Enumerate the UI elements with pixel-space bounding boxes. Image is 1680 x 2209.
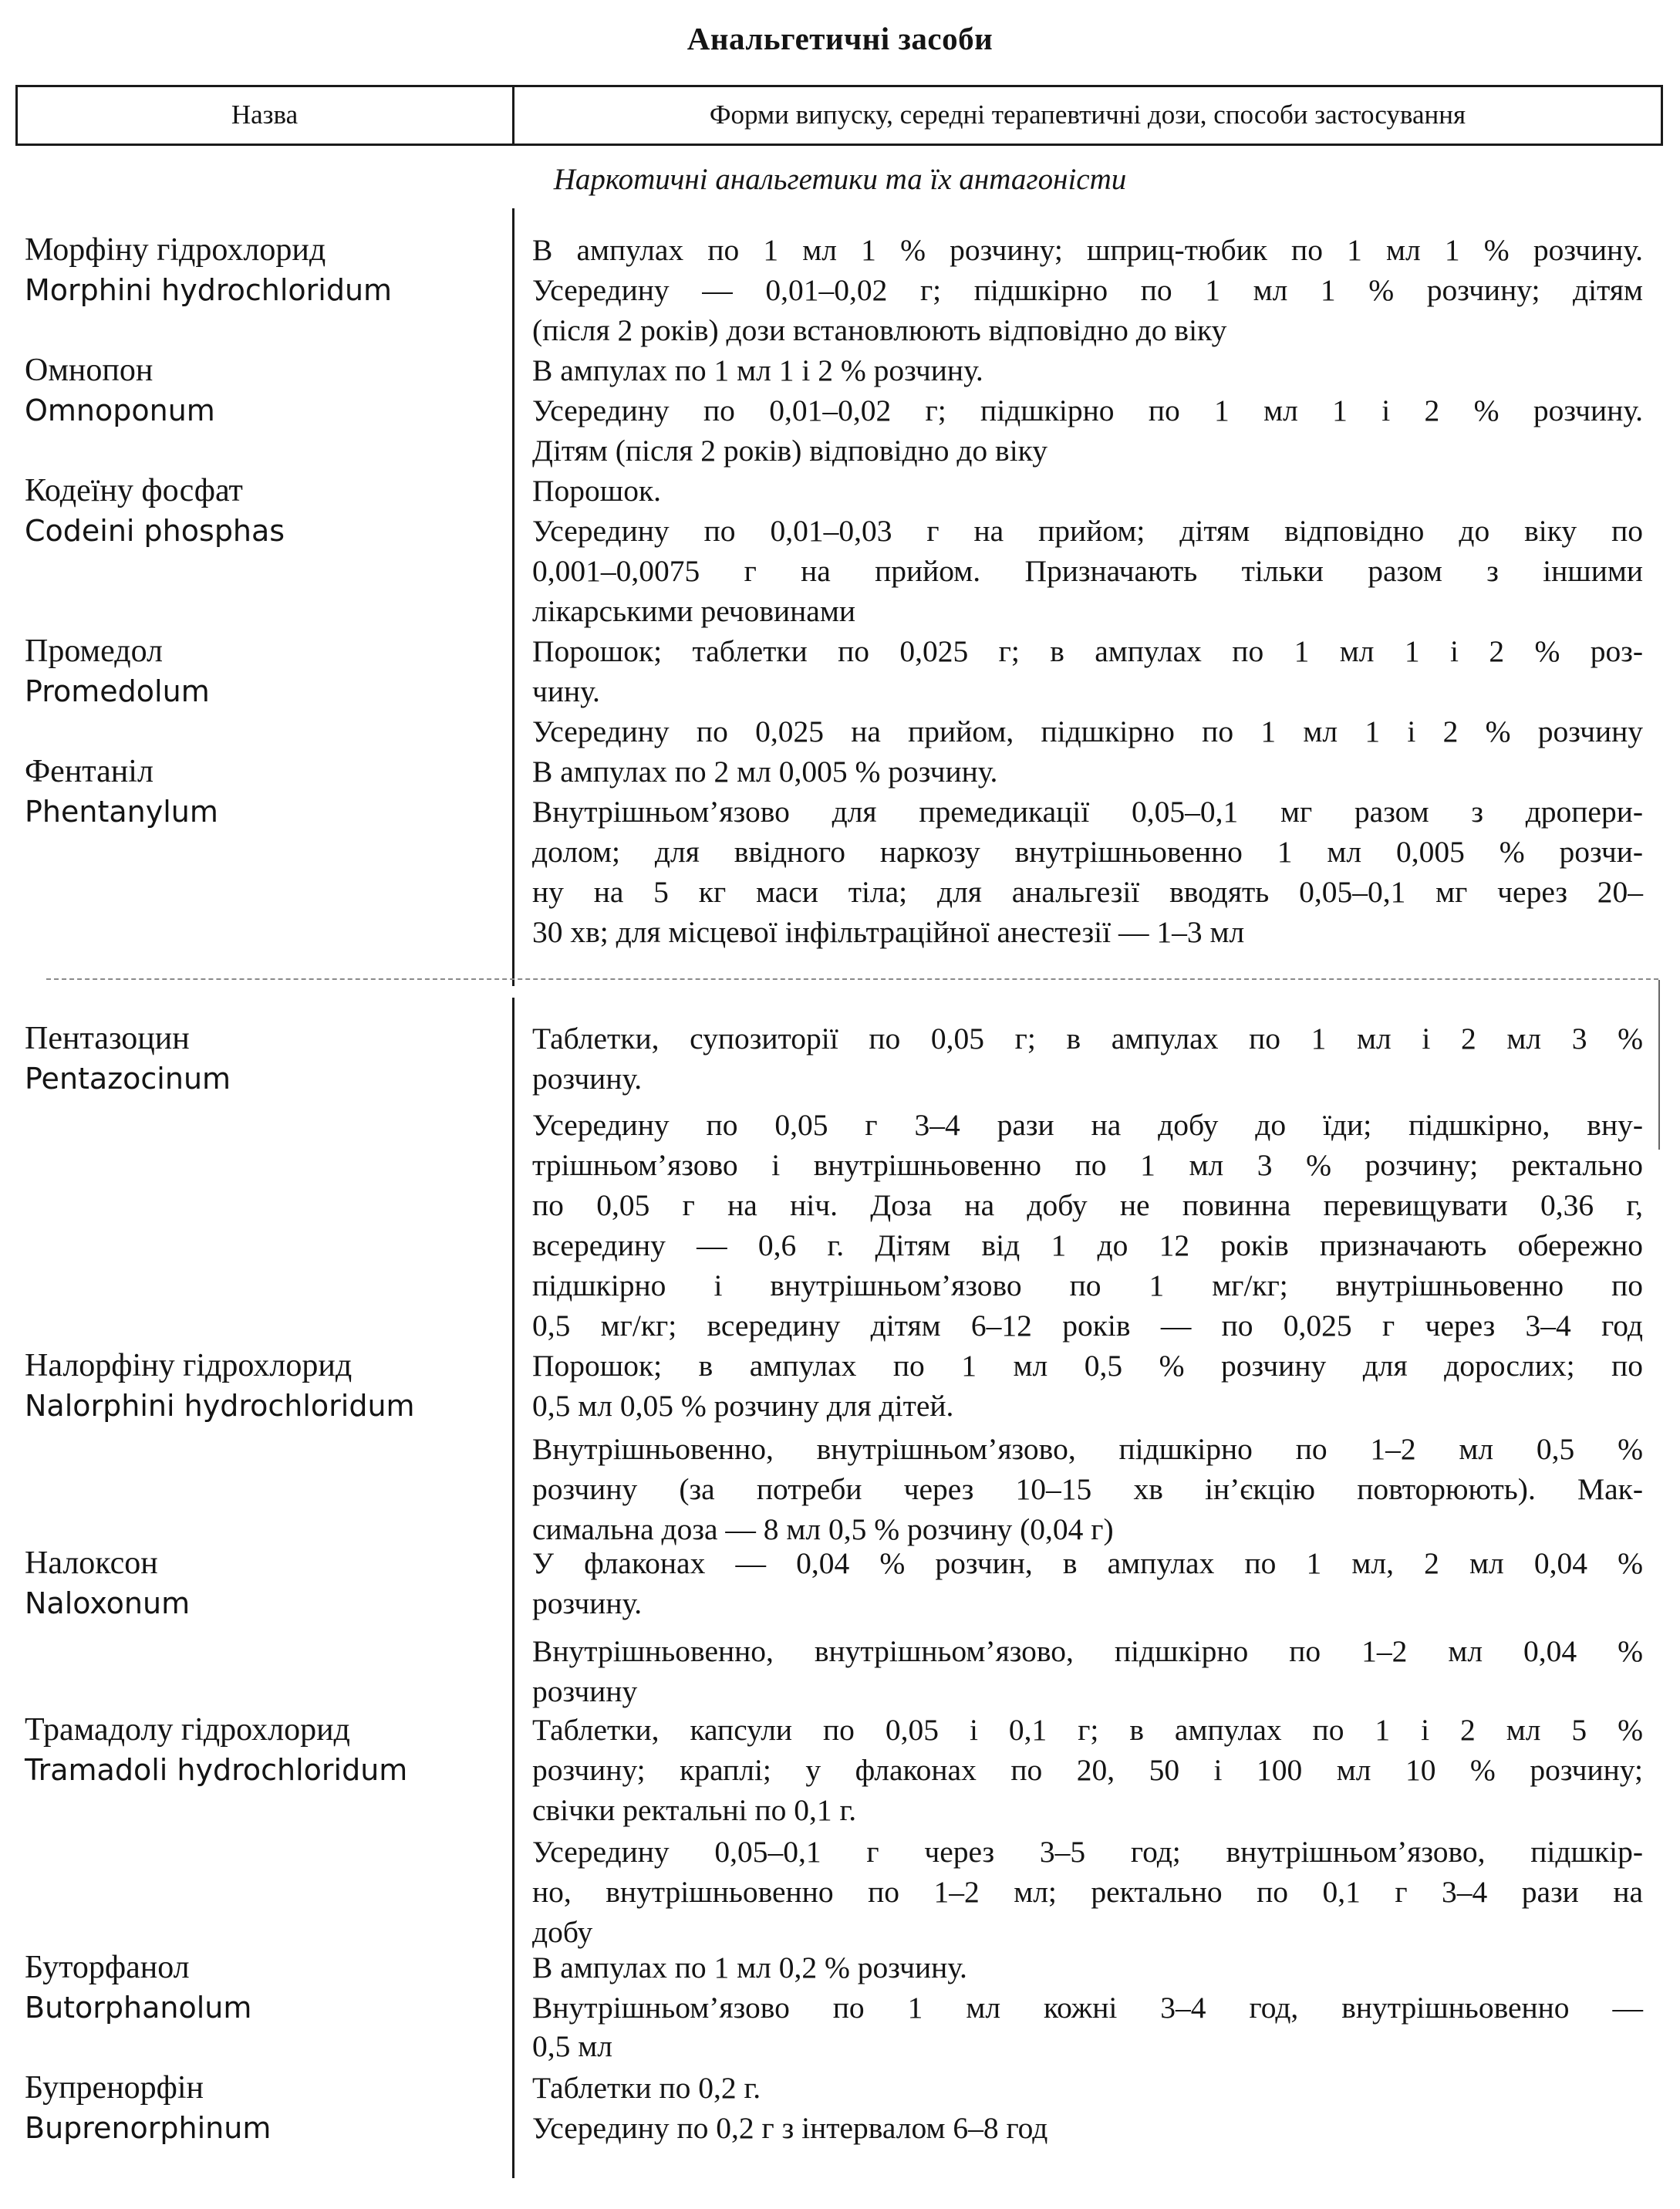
drug-name-ua: Буторфанол <box>25 1950 190 1985</box>
drug-name-ua: Трамадолу гідрохлорид <box>25 1712 350 1748</box>
drug-text-line: Порошок. <box>532 474 662 508</box>
drug-name-ua: Налорфіну гідрохлорид <box>25 1348 353 1383</box>
drug-text-line: ну на 5 кг маси тіла; для анальгезії вводять 0,05–0,1 мг через 20– <box>532 875 1643 909</box>
drug-text-line: Усередину по 0,025 на прийом, підшкірно по 1 мл 1 і 2 % розчину <box>532 714 1643 748</box>
drug-text-line: Внутрішньом’язово по 1 мл кожні 3–4 год, внутрішньовенно — <box>532 1991 1643 2025</box>
drug-text-line: підшкірно і внутрішньом’язово по 1 мг/кг; внутрішньовенно по <box>532 1268 1643 1302</box>
drug-text-line: Усередину по 0,2 г з інтервалом 6–8 год <box>532 2111 1048 2145</box>
drug-text-line: В ампулах по 1 мл 1 і 2 % розчину. <box>532 353 983 387</box>
drug-text-line: В ампулах по 1 мл 1 % розчину; шприц-тюбик по 1 мл 1 % розчину. <box>532 233 1643 267</box>
drug-text-line: (після 2 років) дози встановлюють відповідно до віку <box>532 313 1227 347</box>
drug-text-line: розчину <box>532 1674 638 1708</box>
column-header-forms: Форми випуску, середні терапевтичні дози, способи застосування <box>709 100 1466 130</box>
column-header-name: Назва <box>231 100 299 130</box>
drug-text-line: В ампулах по 2 мл 0,005 % розчину. <box>532 755 998 789</box>
drug-text-line: Внутрішньом’язово для премедикації 0,05–0,1 мг разом з дропери- <box>532 795 1643 829</box>
drug-text-line: Усередину 0,05–0,1 г через 3–5 год; внутрішньом’язово, підшкір- <box>532 1835 1643 1869</box>
drug-text-line: 0,5 мл 0,05 % розчину для дітей. <box>532 1389 954 1423</box>
drug-name-ua: Кодеїну фосфат <box>25 473 243 508</box>
drug-text-line: свічки ректальні по 0,1 г. <box>532 1793 857 1827</box>
drug-text-line: Порошок; таблетки по 0,025 г; в ампулах по 1 мл 1 і 2 % роз- <box>532 634 1643 668</box>
drug-name-ua: Фентаніл <box>25 754 153 789</box>
table-top-border <box>15 85 1663 87</box>
drug-name-ua: Омнопон <box>25 353 153 388</box>
drug-text-line: всередину — 0,6 г. Дітям від 1 до 12 років призначають обережно <box>532 1228 1643 1262</box>
drug-text-line: Усередину по 0,01–0,03 г на прийом; дітям відповідно до віку по <box>532 514 1643 548</box>
drug-name-lat: Naloxonum <box>25 1586 191 1620</box>
drug-text-line: симальна доза — 8 мл 0,5 % розчину (0,04 г) <box>532 1512 1114 1546</box>
drug-name-ua: Бупренорфін <box>25 2070 204 2106</box>
drug-name-ua: Налоксон <box>25 1545 158 1581</box>
drug-text-line: розчину. <box>532 1062 643 1096</box>
drug-text-line: У флаконах — 0,04 % розчин, в ампулах по 1 мл, 2 мл 0,04 % <box>532 1546 1643 1580</box>
section-heading: Наркотичні анальгетики та їх антагоністи <box>553 163 1127 196</box>
drug-name-lat: Promedolum <box>25 674 210 708</box>
drug-name-lat: Phentanylum <box>25 795 218 829</box>
drug-text-line: розчину. <box>532 1586 643 1620</box>
table-right-border <box>1661 85 1663 145</box>
drug-name-lat: Buprenorphinum <box>25 2111 272 2145</box>
drug-text-line: трішньом’язово і внутрішньовенно по 1 мл 3 % розчину; ректально <box>532 1148 1643 1182</box>
drug-text-line: добу <box>532 1915 593 1949</box>
drug-text-line: 0,001–0,0075 г на прийом. Призначають тільки разом з іншими <box>532 554 1643 588</box>
drug-name-lat: Omnoponum <box>25 393 215 427</box>
drug-text-line: Внутрішньовенно, внутрішньом’язово, підшкірно по 1–2 мл 0,5 % <box>532 1432 1643 1466</box>
column-divider <box>512 208 514 986</box>
drug-text-line: 0,5 мг/кг; всередину дітям 6–12 років — по 0,025 г через 3–4 год <box>532 1309 1643 1343</box>
drug-name-lat: Morphini hydrochloridum <box>25 273 393 307</box>
drug-text-line: Усередину по 0,05 г 3–4 рази на добу до їди; підшкірно, вну- <box>532 1108 1643 1142</box>
drug-name-lat: Nalorphini hydrochloridum <box>25 1389 415 1423</box>
drug-text-line: 30 хв; для місцевої інфільтраційної анестезії — 1–3 мл <box>532 915 1245 949</box>
header-bottom-border <box>15 144 1663 146</box>
drug-name-lat: Butorphanolum <box>25 1991 252 2025</box>
page-title: Анальгетичні засоби <box>687 21 993 56</box>
drug-text-line: Таблетки, капсули по 0,05 і 0,1 г; в ампулах по 1 і 2 мл 5 % <box>532 1713 1643 1747</box>
drug-name-ua: Пентазоцин <box>25 1021 190 1056</box>
drug-text-line: чину. <box>532 674 600 708</box>
drug-text-line: розчину (за потреби через 10–15 хв ін’єкцію повторюють). Мак- <box>532 1472 1643 1506</box>
drug-text-line: по 0,05 г на ніч. Доза на добу не повинна перевищувати 0,36 г, <box>532 1188 1643 1222</box>
drug-name-lat: Codeini phosphas <box>25 514 285 548</box>
drug-name-lat: Tramadoli hydrochloridum <box>25 1753 408 1787</box>
drug-name-lat: Pentazocinum <box>25 1062 231 1096</box>
table-right-border <box>1658 980 1660 1150</box>
section-separator <box>46 978 1658 980</box>
drug-text-line: 0,5 мл <box>532 2029 612 2063</box>
drug-text-line: В ампулах по 1 мл 0,2 % розчину. <box>532 1951 967 1984</box>
drug-text-line: розчину; краплі; у флаконах по 20, 50 і 100 мл 10 % розчину; <box>532 1753 1643 1787</box>
drug-text-line: Таблетки, супозиторії по 0,05 г; в ампулах по 1 мл і 2 мл 3 % <box>532 1022 1643 1056</box>
drug-text-line: Усередину по 0,01–0,02 г; підшкірно по 1 мл 1 і 2 % розчину. <box>532 393 1643 427</box>
drug-text-line: Внутрішньовенно, внутрішньом’язово, підшкірно по 1–2 мл 0,04 % <box>532 1634 1643 1668</box>
header-column-divider <box>512 85 514 145</box>
drug-text-line: Дітям (після 2 років) відповідно до віку <box>532 434 1048 468</box>
drug-text-line: долом; для ввідного наркозу внутрішньовенно 1 мл 0,005 % розчи- <box>532 835 1643 869</box>
drug-text-line: Порошок; в ампулах по 1 мл 0,5 % розчину для дорослих; по <box>532 1349 1643 1383</box>
drug-text-line: Таблетки по 0,2 г. <box>532 2071 761 2105</box>
drug-text-line: Усередину — 0,01–0,02 г; підшкірно по 1 мл 1 % розчину; дітям <box>532 273 1643 307</box>
drug-text-line: но, внутрішньовенно по 1–2 мл; ректально по 0,1 г 3–4 рази на <box>532 1875 1643 1909</box>
drug-name-ua: Промедол <box>25 633 163 669</box>
column-divider <box>512 998 514 2178</box>
drug-name-ua: Морфіну гідрохлорид <box>25 232 326 268</box>
drug-text-line: лікарськими речовинами <box>532 594 855 628</box>
